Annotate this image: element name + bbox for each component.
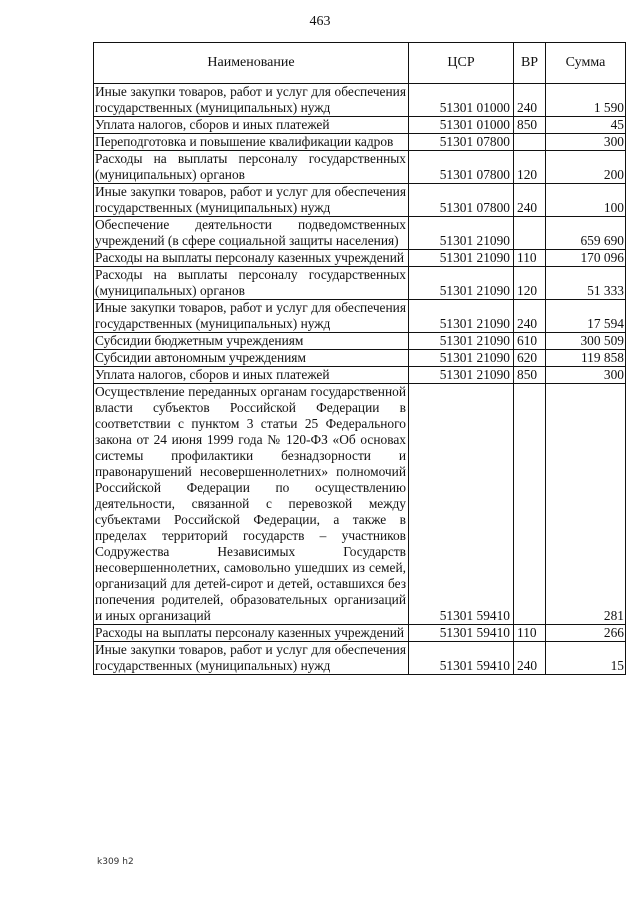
header-vr: ВР <box>514 43 546 84</box>
cell-name: Расходы на выплаты персоналу казенных учреждений <box>94 250 409 267</box>
table-row <box>94 117 626 134</box>
table-row <box>94 250 626 267</box>
cell-sum: 17 594 <box>546 300 626 333</box>
table-row <box>94 625 626 642</box>
cell-vr: 240 <box>514 642 546 675</box>
cell-vr: 240 <box>514 84 546 117</box>
cell-vr: 240 <box>514 184 546 217</box>
cell-sum: 45 <box>546 117 626 134</box>
cell-name: Иные закупки товаров, работ и услуг для обеспечения государственных (муниципальных) нужд <box>94 642 409 675</box>
cell-sum: 15 <box>546 642 626 675</box>
table-row <box>94 300 626 333</box>
table-row <box>94 384 626 625</box>
cell-vr: 610 <box>514 333 546 350</box>
cell-vr <box>514 384 546 625</box>
table-row <box>94 151 626 184</box>
cell-name: Расходы на выплаты персоналу казенных учреждений <box>94 625 409 642</box>
table-row <box>94 367 626 384</box>
cell-vr: 850 <box>514 117 546 134</box>
cell-csr: 51301 01000 <box>409 117 514 134</box>
budget-table <box>93 42 626 675</box>
table-row <box>94 267 626 300</box>
cell-sum: 51 333 <box>546 267 626 300</box>
cell-vr: 110 <box>514 625 546 642</box>
cell-sum: 170 096 <box>546 250 626 267</box>
header-name: Наименование <box>94 43 409 84</box>
cell-vr <box>514 217 546 250</box>
table-row <box>94 184 626 217</box>
cell-vr <box>514 134 546 151</box>
cell-name: Переподготовка и повышение квалификации кадров <box>94 134 409 151</box>
cell-vr: 120 <box>514 267 546 300</box>
cell-sum: 200 <box>546 151 626 184</box>
cell-name: Уплата налогов, сборов и иных платежей <box>94 367 409 384</box>
cell-name: Субсидии автономным учреждениям <box>94 350 409 367</box>
cell-vr: 110 <box>514 250 546 267</box>
cell-sum: 300 <box>546 134 626 151</box>
cell-sum: 281 <box>546 384 626 625</box>
cell-name: Расходы на выплаты персоналу государственных (муниципальных) органов <box>94 267 409 300</box>
cell-csr: 51301 59410 <box>409 625 514 642</box>
cell-name: Иные закупки товаров, работ и услуг для обеспечения государственных (муниципальных) нужд <box>94 84 409 117</box>
cell-csr: 51301 21090 <box>409 350 514 367</box>
cell-name: Обеспечение деятельности подведомственных учреждений (в сфере социальной защиты населения) <box>94 217 409 250</box>
cell-sum: 300 <box>546 367 626 384</box>
cell-name: Субсидии бюджетным учреждениям <box>94 333 409 350</box>
cell-csr: 51301 59410 <box>409 384 514 625</box>
table-row <box>94 217 626 250</box>
cell-csr: 51301 01000 <box>409 84 514 117</box>
cell-sum: 1 590 <box>546 84 626 117</box>
cell-csr: 51301 21090 <box>409 217 514 250</box>
header-sum: Сумма <box>546 43 626 84</box>
cell-vr: 850 <box>514 367 546 384</box>
table-header-row <box>94 43 626 84</box>
cell-sum: 659 690 <box>546 217 626 250</box>
header-csr: ЦСР <box>409 43 514 84</box>
cell-csr: 51301 21090 <box>409 250 514 267</box>
table-row <box>94 84 626 117</box>
table-row <box>94 333 626 350</box>
cell-name: Иные закупки товаров, работ и услуг для обеспечения государственных (муниципальных) нужд <box>94 184 409 217</box>
cell-csr: 51301 21090 <box>409 367 514 384</box>
cell-name: Расходы на выплаты персоналу государственных (муниципальных) органов <box>94 151 409 184</box>
cell-csr: 51301 07800 <box>409 184 514 217</box>
cell-csr: 51301 59410 <box>409 642 514 675</box>
cell-sum: 266 <box>546 625 626 642</box>
cell-csr: 51301 21090 <box>409 333 514 350</box>
footer-code: k309 h2 <box>97 857 134 867</box>
cell-sum: 300 509 <box>546 333 626 350</box>
cell-csr: 51301 07800 <box>409 134 514 151</box>
cell-csr: 51301 07800 <box>409 151 514 184</box>
table-row <box>94 642 626 675</box>
cell-sum: 119 858 <box>546 350 626 367</box>
cell-sum: 100 <box>546 184 626 217</box>
table-row <box>94 350 626 367</box>
cell-name: Осуществление переданных органам государственной власти субъектов Российской Федерации в соответствии с пунктом 3 статьи 25 Федерального закона от 24 июня 1999 года № 120-ФЗ «Об основах системы профилактики безнадзорности и правонарушений несовершеннолетних» полномочий Российской Федерации по осуществлению деятельности, связанной с перевозкой между субъектами Российской Федерации, а также в пределах территорий государств – участников Содружества Независимых Государств несовершеннолетних, самовольно ушедших из семей, организаций для детей-сирот и детей, оставшихся без попечения родителей, образовательных организаций и иных организаций <box>94 384 409 625</box>
cell-name: Уплата налогов, сборов и иных платежей <box>94 117 409 134</box>
table-row <box>94 134 626 151</box>
cell-vr: 620 <box>514 350 546 367</box>
cell-csr: 51301 21090 <box>409 300 514 333</box>
cell-csr: 51301 21090 <box>409 267 514 300</box>
cell-vr: 120 <box>514 151 546 184</box>
cell-vr: 240 <box>514 300 546 333</box>
page-number: 463 <box>309 14 331 29</box>
cell-name: Иные закупки товаров, работ и услуг для обеспечения государственных (муниципальных) нужд <box>94 300 409 333</box>
